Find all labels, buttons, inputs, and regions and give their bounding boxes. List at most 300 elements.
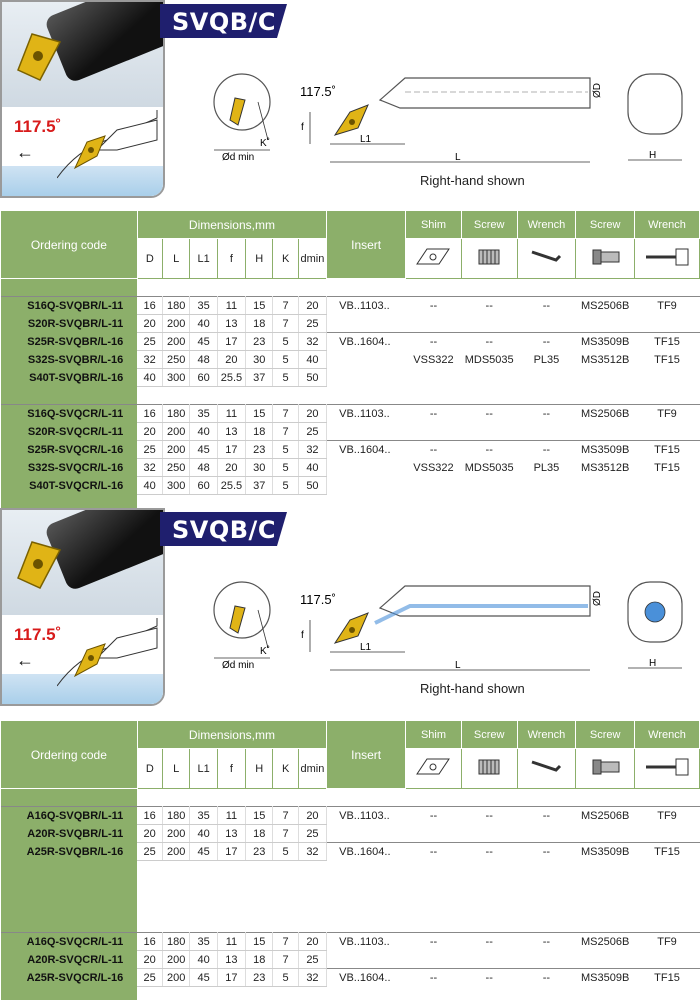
accessory-header: Screw [576,721,635,749]
dimension-value: 16 [137,297,162,315]
series-badge [160,512,287,546]
dimension-value: 32 [298,969,326,987]
dimension-value: 16 [137,807,162,825]
dimension-value: 40 [190,315,217,333]
shim-icon [413,246,453,268]
shim-icon [413,756,453,778]
table-row [1,969,700,987]
accessory-value [406,423,462,441]
accessory-header: Wrench [635,211,700,239]
ordering-code: S16Q-SVQCR/L-11 [1,405,138,423]
series-title: SVQB/C [172,8,276,36]
dimension-col-header: D [137,749,162,789]
dimension-value: 11 [217,405,245,423]
accessory-value: -- [517,843,576,861]
accessory-header: Shim [406,721,462,749]
ordering-code: S16Q-SVQBR/L-11 [1,297,138,315]
k-label: K˚ [260,138,270,149]
dimension-value: 18 [246,315,273,333]
wrench-icon [526,246,566,268]
f-label: f [301,122,304,133]
accessory-icon-cell [576,749,635,789]
dimension-value: 7 [273,807,298,825]
series-title: SVQB/C [172,516,276,544]
dimension-value: 25 [298,315,326,333]
dimension-value: 13 [217,315,245,333]
accessory-icon-cell [517,239,576,279]
ordering-code: S32S-SVQBR/L-16 [1,351,138,369]
dimension-value: 11 [217,297,245,315]
ordering-code: A25R-SVQBR/L-16 [1,843,138,861]
dimension-col-header: f [217,749,245,789]
od-label: ØD [592,83,603,98]
accessory-value [517,369,576,387]
accessory-header: Screw [576,211,635,239]
accessory-value: MS3509B [576,843,635,861]
dimension-col-header: L [163,749,190,789]
dimension-value: 25 [137,969,162,987]
table-row [1,423,700,441]
accessory-value [461,951,517,969]
accessory-icon-cell [517,749,576,789]
accessory-value: -- [517,333,576,351]
k-label: K˚ [260,646,270,657]
dimension-value: 15 [246,933,273,951]
accessory-value: -- [461,405,517,423]
accessory-value [517,315,576,333]
accessory-value: MS3509B [576,441,635,459]
dimension-value: 35 [190,933,217,951]
accessory-value [517,423,576,441]
dimension-value: 50 [298,477,326,495]
dimension-value: 17 [217,333,245,351]
dimension-value: 300 [163,369,190,387]
ordering-code: S25R-SVQBR/L-16 [1,333,138,351]
dimension-value: 300 [163,477,190,495]
insert-icon [10,540,68,590]
accessory-header: Wrench [517,721,576,749]
accessory-value [517,477,576,495]
angle-label: 117.5˚ [300,84,336,99]
accessory-value: TF15 [654,461,680,474]
dimension-value: 23 [246,333,273,351]
accessory-icon-cell [406,749,462,789]
dimension-value: 25 [137,843,162,861]
dimension-value: 35 [190,807,217,825]
photo-angle-label: 117.5˚ [14,117,62,136]
dimension-value: 180 [163,807,190,825]
accessory-value: -- [517,441,576,459]
dimension-value: 20 [298,807,326,825]
accessory-value: MDS5035 [464,353,514,366]
coolant-hole-icon [645,602,665,622]
dimension-value: 5 [273,441,298,459]
accessory-value [576,369,635,387]
technical-drawing [200,60,700,175]
dimension-value: 7 [273,297,298,315]
dimension-value: 20 [137,315,162,333]
dimension-value: 20 [217,351,245,369]
accessory-icon-cell [406,239,462,279]
ordering-code: S25R-SVQCR/L-16 [1,441,138,459]
dimension-value: 25 [298,951,326,969]
accessory-value: -- [406,405,462,423]
dimensions-header: Dimensions,mm [137,211,326,239]
table-row [1,807,700,825]
dimension-value: 180 [163,933,190,951]
dimension-value: 50 [298,369,326,387]
dimension-value: 5 [273,969,298,987]
table-row [1,477,700,495]
dimension-value: 35 [190,297,217,315]
ordering-code: A20R-SVQCR/L-11 [1,951,138,969]
accessory-value: TF9 [635,933,700,951]
accessory-value: MDS5035 [464,461,514,474]
accessory-header: Screw [461,721,517,749]
l1-label: L1 [360,642,372,653]
accessory-value [461,477,517,495]
dimension-value: 45 [190,441,217,459]
accessory-value: TF9 [635,297,700,315]
wrench-icon [642,756,692,778]
table-row [1,933,700,951]
dimension-value: 30 [246,459,273,477]
accessory-value: VSS322 [413,461,454,474]
dimension-value: 40 [137,369,162,387]
accessory-value [635,369,700,387]
accessory-value: -- [461,297,517,315]
dimension-col-header: K [273,749,298,789]
accessory-value [461,423,517,441]
accessory-value [406,315,462,333]
accessory-value: -- [406,441,462,459]
insert-value: VB..1604.. [327,843,406,861]
spec-table [0,720,700,1000]
dimension-col-header: L1 [190,749,217,789]
accessory-value: -- [461,807,517,825]
insert-header: Insert [327,211,406,279]
accessory-value: -- [517,405,576,423]
wrench-icon [642,246,692,268]
dimension-value: 32 [298,441,326,459]
dimension-value: 37 [246,369,273,387]
insert-value [327,951,406,969]
accessory-value: MS2506B [576,933,635,951]
dmin-label: Ød min [222,660,255,671]
insert-value [327,369,406,387]
insert-value [327,423,406,441]
accessory-header: Wrench [635,721,700,749]
dimension-col-header: L [163,239,190,279]
dimension-value: 200 [163,969,190,987]
insert-value: VB..1604.. [327,969,406,987]
dimension-value: 20 [217,459,245,477]
h-label: H [649,658,657,669]
dimension-value: 15 [246,297,273,315]
table-row [1,459,700,477]
dimension-value: 16 [137,405,162,423]
dimension-col-header: D [137,239,162,279]
accessory-value: PL35 [533,461,560,474]
ordering-code: S32S-SVQCR/L-16 [1,459,138,477]
dimension-value: 20 [137,825,162,843]
dimension-value: 13 [217,423,245,441]
ordering-code: A16Q-SVQCR/L-11 [1,933,138,951]
dimension-value: 17 [217,969,245,987]
dimension-col-header: f [217,239,245,279]
dimension-value: 200 [163,825,190,843]
dimension-value: 45 [190,969,217,987]
dimension-value: 40 [190,825,217,843]
dimension-value: 30 [246,351,273,369]
dimension-value: 180 [163,297,190,315]
od-label: ØD [592,591,603,606]
dimension-value: 35 [190,405,217,423]
dimensions-header: Dimensions,mm [137,721,326,749]
accessory-value [576,951,635,969]
accessory-value: TF15 [635,333,700,351]
ordering-code: A20R-SVQBR/L-11 [1,825,138,843]
dimension-value: 7 [273,933,298,951]
accessory-value [576,825,635,843]
dimension-value: 18 [246,951,273,969]
table-row [1,369,700,387]
dimension-value: 48 [190,459,217,477]
dimension-value: 48 [190,351,217,369]
accessory-value [461,315,517,333]
angle-label: 117.5˚ [300,592,336,607]
accessory-value: MS2506B [576,807,635,825]
accessory-value: -- [406,933,462,951]
insert-value [327,351,406,369]
accessory-value: -- [517,933,576,951]
dimension-value: 7 [273,825,298,843]
dimension-value: 13 [217,825,245,843]
accessory-value: -- [461,843,517,861]
insert-value [327,477,406,495]
accessory-value [576,315,635,333]
feed-arrow-icon: ← [16,650,34,670]
dimension-value: 200 [163,843,190,861]
accessory-header: Shim [406,211,462,239]
ordering-code-header: Ordering code [1,721,138,789]
dimension-value: 200 [163,315,190,333]
dimension-value: 23 [246,843,273,861]
table-row [1,315,700,333]
accessory-icon-cell [635,239,700,279]
dimension-value: 7 [273,951,298,969]
ordering-code: A16Q-SVQBR/L-11 [1,807,138,825]
accessory-value: MS3509B [576,969,635,987]
accessory-value [406,477,462,495]
dimension-value: 40 [190,423,217,441]
accessory-value: MS3512B [581,461,630,474]
insert-value: VB..1604.. [327,441,406,459]
l1-label: L1 [360,134,372,145]
dimension-value: 32 [137,351,162,369]
dimension-value: 25.5 [217,369,245,387]
dimension-col-header: dmin [298,239,326,279]
accessory-value [406,951,462,969]
dimension-value: 18 [246,825,273,843]
accessory-value: VSS322 [413,353,454,366]
accessory-header: Screw [461,211,517,239]
dimension-value: 25 [298,423,326,441]
dimension-value: 17 [217,843,245,861]
accessory-value: PL35 [533,353,560,366]
accessory-value: MS3509B [576,333,635,351]
wrench-icon [526,756,566,778]
accessory-value: TF9 [635,807,700,825]
accessory-value: MS3512B [581,353,630,366]
dimension-value: 20 [137,423,162,441]
accessory-value [635,825,700,843]
accessory-value: MS2506B [576,405,635,423]
technical-drawing [200,568,700,683]
tool-photo [0,508,165,706]
dimension-value: 200 [163,951,190,969]
dimension-value: 32 [298,333,326,351]
table-row [1,351,700,369]
dimension-value: 60 [190,369,217,387]
dmin-label: Ød min [222,152,255,163]
accessory-value: -- [406,807,462,825]
dimension-value: 15 [246,807,273,825]
accessory-value [406,369,462,387]
dimension-value: 45 [190,843,217,861]
dimension-value: 40 [298,459,326,477]
screw-icon [469,756,509,778]
dimension-value: 5 [273,459,298,477]
accessory-value [576,477,635,495]
accessory-value: -- [517,969,576,987]
accessory-value [517,951,576,969]
accessory-value: -- [406,843,462,861]
accessory-value: -- [406,333,462,351]
screw-icon [585,246,625,268]
dimension-value: 25 [137,441,162,459]
dimension-value: 20 [298,405,326,423]
spec-table [0,210,700,513]
workpiece-diagram [57,618,162,688]
dimension-value: 17 [217,441,245,459]
dimension-col-header: L1 [190,239,217,279]
accessory-value [635,315,700,333]
dimension-value: 25 [137,333,162,351]
series-badge [160,4,287,38]
screw-icon [469,246,509,268]
accessory-value: -- [517,807,576,825]
tool-photo [0,0,165,198]
dimension-col-header: H [246,239,273,279]
dimension-value: 20 [137,951,162,969]
dimension-value: 37 [246,477,273,495]
dimension-value: 11 [217,933,245,951]
drawing-caption: Right-hand shown [420,173,525,188]
ordering-code-header: Ordering code [1,211,138,279]
dimension-value: 25 [298,825,326,843]
table-row [1,297,700,315]
accessory-value: -- [406,969,462,987]
insert-value: VB..1103.. [327,933,406,951]
dimension-value: 250 [163,351,190,369]
table-row [1,825,700,843]
accessory-value: -- [517,297,576,315]
dimension-value: 23 [246,441,273,459]
table-row [1,843,700,861]
insert-value [327,459,406,477]
dimension-value: 60 [190,477,217,495]
accessory-value [635,423,700,441]
l-label: L [455,152,461,163]
feed-arrow-icon: ← [16,142,34,162]
ordering-code: S20R-SVQBR/L-11 [1,315,138,333]
accessory-icon-cell [461,239,517,279]
photo-angle-label: 117.5˚ [14,625,62,644]
accessory-value: TF15 [654,353,680,366]
dimension-value: 20 [298,297,326,315]
accessory-value [517,825,576,843]
h-label: H [649,150,657,161]
accessory-value [461,369,517,387]
dimension-value: 5 [273,333,298,351]
workpiece-diagram [57,110,162,180]
accessory-value: -- [461,969,517,987]
accessory-value: MS2506B [576,297,635,315]
dimension-value: 18 [246,423,273,441]
accessory-header: Wrench [517,211,576,239]
l-label: L [455,660,461,671]
dimension-value: 20 [298,933,326,951]
insert-value: VB..1103.. [327,405,406,423]
dimension-col-header: K [273,239,298,279]
dimension-col-header: H [246,749,273,789]
dimension-value: 7 [273,423,298,441]
dimension-value: 11 [217,807,245,825]
dimension-value: 7 [273,405,298,423]
dimension-value: 15 [246,405,273,423]
dimension-value: 200 [163,441,190,459]
accessory-value: -- [461,333,517,351]
table-row [1,405,700,423]
dimension-value: 5 [273,369,298,387]
accessory-icon-cell [461,749,517,789]
dimension-value: 13 [217,951,245,969]
accessory-icon-cell [576,239,635,279]
dimension-value: 40 [298,351,326,369]
accessory-icon-cell [635,749,700,789]
dimension-value: 250 [163,459,190,477]
accessory-value: TF15 [635,843,700,861]
screw-icon [585,756,625,778]
accessory-value [635,951,700,969]
accessory-value: TF15 [635,969,700,987]
accessory-value [461,825,517,843]
drawing-caption: Right-hand shown [420,681,525,696]
dimension-value: 40 [137,477,162,495]
dimension-value: 16 [137,933,162,951]
accessory-value: -- [461,933,517,951]
accessory-value: -- [406,297,462,315]
accessory-value [406,825,462,843]
product-section-carbide [0,508,700,1000]
table-row [1,951,700,969]
dimension-value: 32 [298,843,326,861]
table-row [1,441,700,459]
insert-value: VB..1604.. [327,333,406,351]
insert-value [327,825,406,843]
ordering-code: S20R-SVQCR/L-11 [1,423,138,441]
